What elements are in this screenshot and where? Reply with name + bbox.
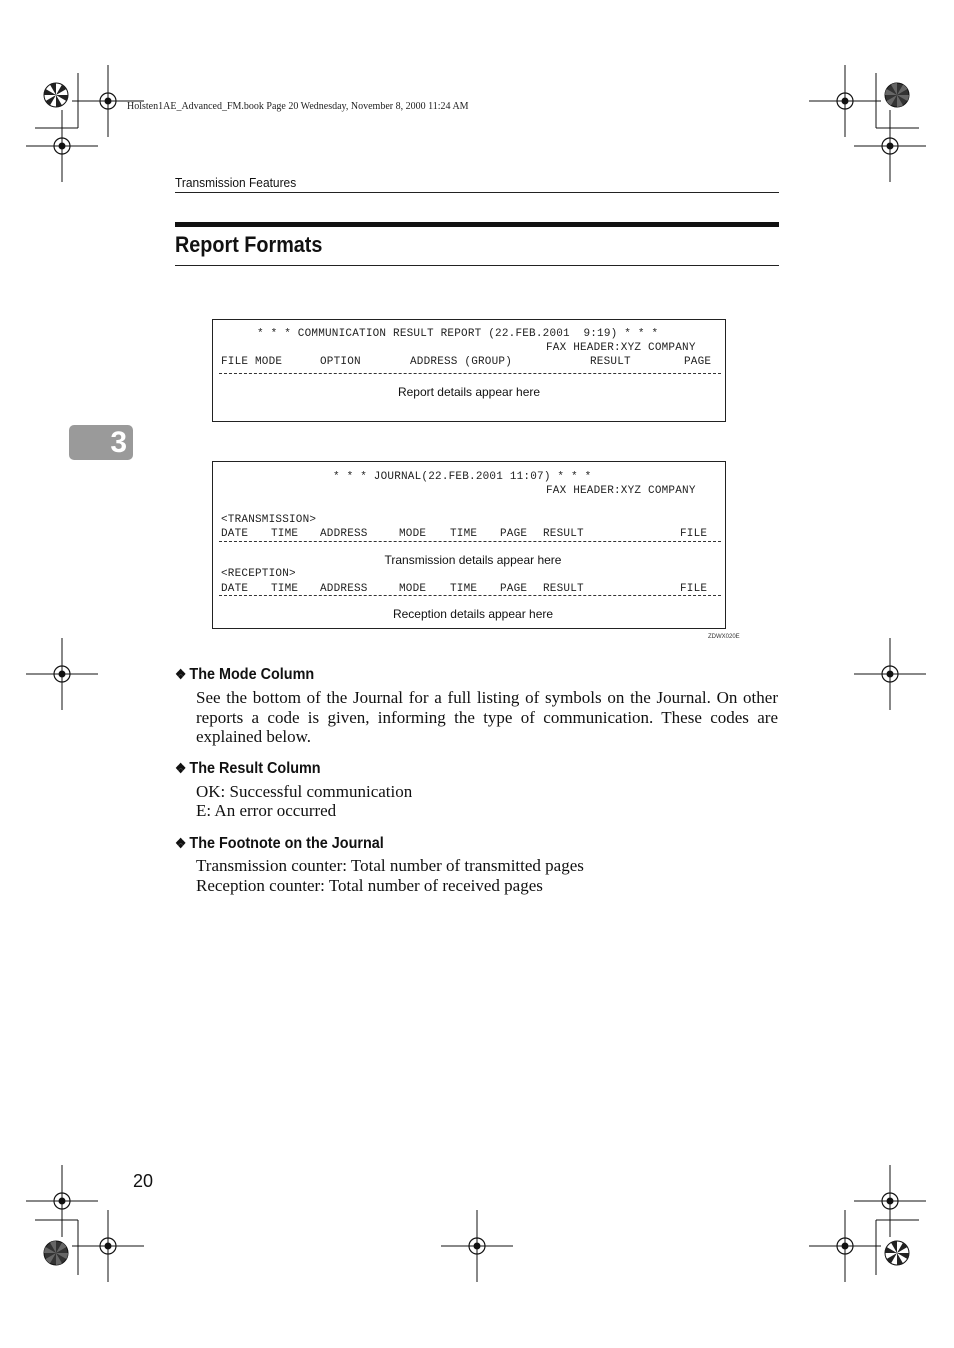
diamond-bullet-icon: ❖ [175, 835, 187, 851]
rx-divider [219, 595, 721, 596]
tx-col-address: ADDRESS [320, 528, 368, 540]
result-ok-line: OK: Successful communication [196, 782, 413, 801]
report-fax-header: FAX HEADER:XYZ COMPANY [546, 342, 696, 354]
rx-col-time: TIME [271, 583, 299, 595]
running-head: Transmission Features [175, 175, 297, 190]
report-col-page: PAGE [684, 356, 712, 368]
communication-result-report [212, 319, 726, 422]
tx-divider [219, 541, 721, 542]
heading-text: The Footnote on the Journal [189, 835, 384, 852]
section-title: Report Formats [175, 232, 323, 257]
tx-col-page: PAGE [500, 528, 528, 540]
file-info: Holsten1AE_Advanced_FM.book Page 20 Wednesday, November 8, 2000 11:24 AM [127, 101, 469, 112]
report-col-option: OPTION [320, 356, 361, 368]
reception-details: Reception details appear here [392, 607, 554, 621]
tx-col-file: FILE [680, 528, 708, 540]
result-error-line: E: An error occurred [196, 801, 337, 820]
transmission-label: <TRANSMISSION> [221, 514, 317, 526]
tx-col-result: RESULT [543, 528, 584, 540]
diamond-bullet-icon: ❖ [175, 666, 187, 682]
heading-text: The Result Column [189, 760, 321, 777]
rx-col-time2: TIME [450, 583, 478, 595]
report-col-address: ADDRESS (GROUP) [410, 356, 513, 368]
rx-col-address: ADDRESS [320, 583, 368, 595]
rx-col-date: DATE [221, 583, 249, 595]
reception-label: <RECEPTION> [221, 568, 296, 580]
report-divider [219, 373, 721, 374]
report-col-file-mode: FILE MODE [221, 356, 283, 368]
tx-col-time: TIME [271, 528, 299, 540]
heading-result-column [175, 760, 321, 778]
heading-text: The Mode Column [189, 666, 315, 683]
header-rule [175, 192, 779, 193]
section-rule-bottom [175, 265, 779, 266]
rx-col-file: FILE [680, 583, 708, 595]
tx-col-time2: TIME [450, 528, 478, 540]
report-col-result: RESULT [590, 356, 631, 368]
diamond-bullet-icon: ❖ [175, 760, 187, 776]
report-title-line: * * * COMMUNICATION RESULT REPORT (22.FEB.2001 9:19) * * * [257, 328, 659, 340]
report-details: Report details appear here [397, 385, 541, 399]
rx-col-mode: MODE [399, 583, 427, 595]
footnote-transmission-line: Transmission counter: Total number of transmitted pages [196, 856, 584, 875]
tx-col-date: DATE [221, 528, 249, 540]
journal-fax-header: FAX HEADER:XYZ COMPANY [546, 485, 696, 497]
transmission-details: Transmission details appear here [384, 553, 562, 567]
rx-col-result: RESULT [543, 583, 584, 595]
section-rule-top [175, 222, 779, 227]
heading-mode-column [175, 666, 314, 684]
heading-footnote [175, 835, 384, 853]
rx-col-page: PAGE [500, 583, 528, 595]
chapter-tab: 3 [69, 425, 133, 460]
tx-col-mode: MODE [399, 528, 427, 540]
figure-code: ZDWX020E [708, 634, 740, 640]
page-number: 20 [133, 1171, 154, 1191]
footnote-reception-line: Reception counter: Total number of received pages [196, 876, 543, 895]
mode-column-text: See the bottom of the Journal for a full listing of symbols on the Journal. On other reports a code is given, informing the type of communication. These codes are explained below. [196, 688, 778, 746]
journal-report [212, 461, 726, 629]
journal-title-line: * * * JOURNAL(22.FEB.2001 11:07) * * * [333, 471, 592, 483]
